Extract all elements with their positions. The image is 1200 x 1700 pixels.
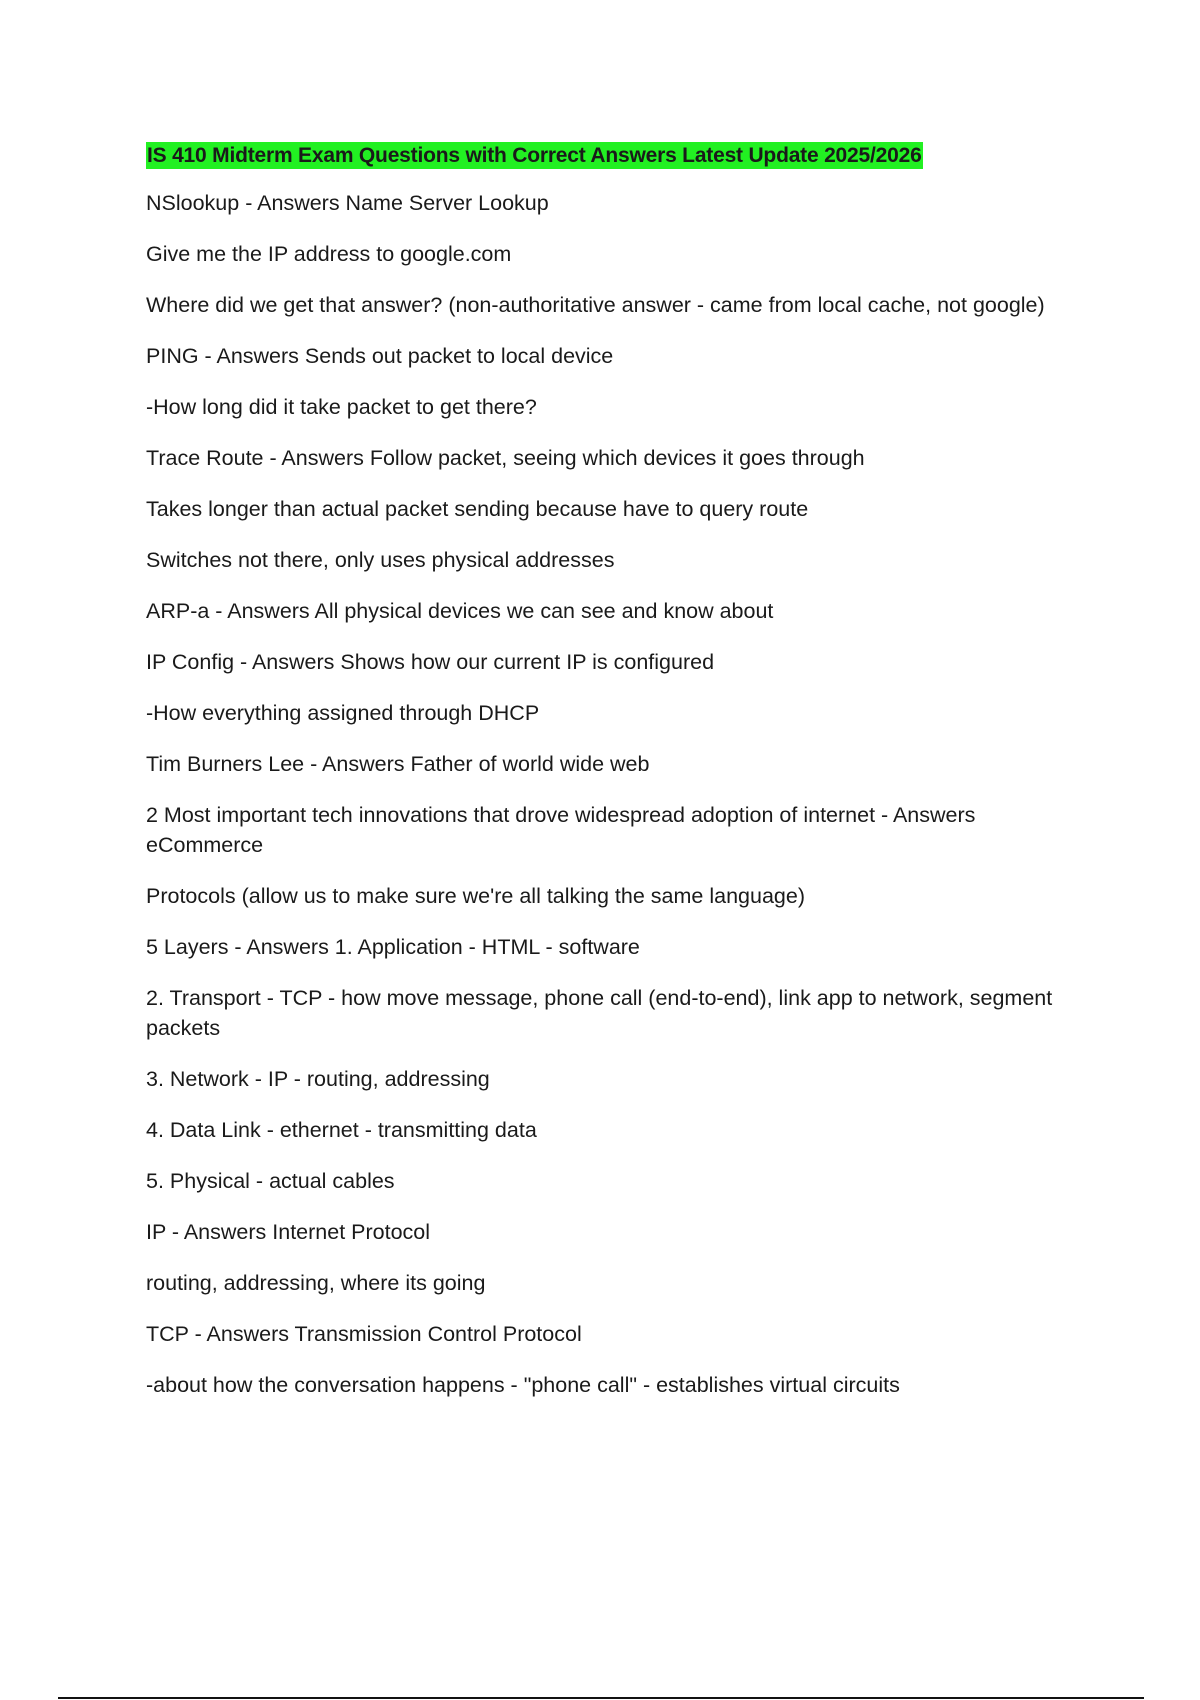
footer-rule (58, 1697, 1144, 1699)
text-line: 2. Transport - TCP - how move message, phone call (end-to-end), link app to network, segment packets (146, 986, 1053, 1040)
text-line: 5 Layers - Answers 1. Application - HTML - software (146, 935, 640, 959)
text-line: IP Config - Answers Shows how our current IP is configured (146, 650, 715, 674)
text-line: 5. Physical - actual cables (146, 1169, 395, 1193)
document-title: IS 410 Midterm Exam Questions with Correct Answers Latest Update 2025/2026 (147, 144, 922, 167)
text-line: Where did we get that answer? (non-authoritative answer - came from local cache, not google) (146, 293, 1045, 317)
text-line: NSlookup - Answers Name Server Lookup (146, 191, 549, 215)
text-line: -How long did it take packet to get there? (146, 395, 537, 419)
text-line: Takes longer than actual packet sending because have to query route (146, 497, 809, 521)
text-line: Switches not there, only uses physical addresses (146, 548, 615, 572)
text-line: PING - Answers Sends out packet to local device (146, 344, 614, 368)
text-line: 3. Network - IP - routing, addressing (146, 1067, 490, 1091)
text-line: 4. Data Link - ethernet - transmitting data (146, 1118, 537, 1142)
text-line: Give me the IP address to google.com (146, 242, 512, 266)
text-line: -How everything assigned through DHCP (146, 701, 540, 725)
document-page (146, 142, 1086, 1421)
text-line: Protocols (allow us to make sure we're all talking the same language) (146, 884, 805, 908)
document-body (146, 188, 1086, 1400)
text-line: TCP - Answers Transmission Control Protocol (146, 1322, 582, 1346)
text-line: Tim Burners Lee - Answers Father of world wide web (146, 752, 650, 776)
text-line: -about how the conversation happens - "phone call" - establishes virtual circuits (146, 1373, 900, 1397)
text-line: IP - Answers Internet Protocol (146, 1220, 431, 1244)
text-line: 2 Most important tech innovations that drove widespread adoption of internet - Answers eCommerce (146, 803, 976, 857)
text-line: Trace Route - Answers Follow packet, seeing which devices it goes through (146, 446, 865, 470)
text-line: ARP-a - Answers All physical devices we can see and know about (146, 599, 774, 623)
text-line: routing, addressing, where its going (146, 1271, 486, 1295)
